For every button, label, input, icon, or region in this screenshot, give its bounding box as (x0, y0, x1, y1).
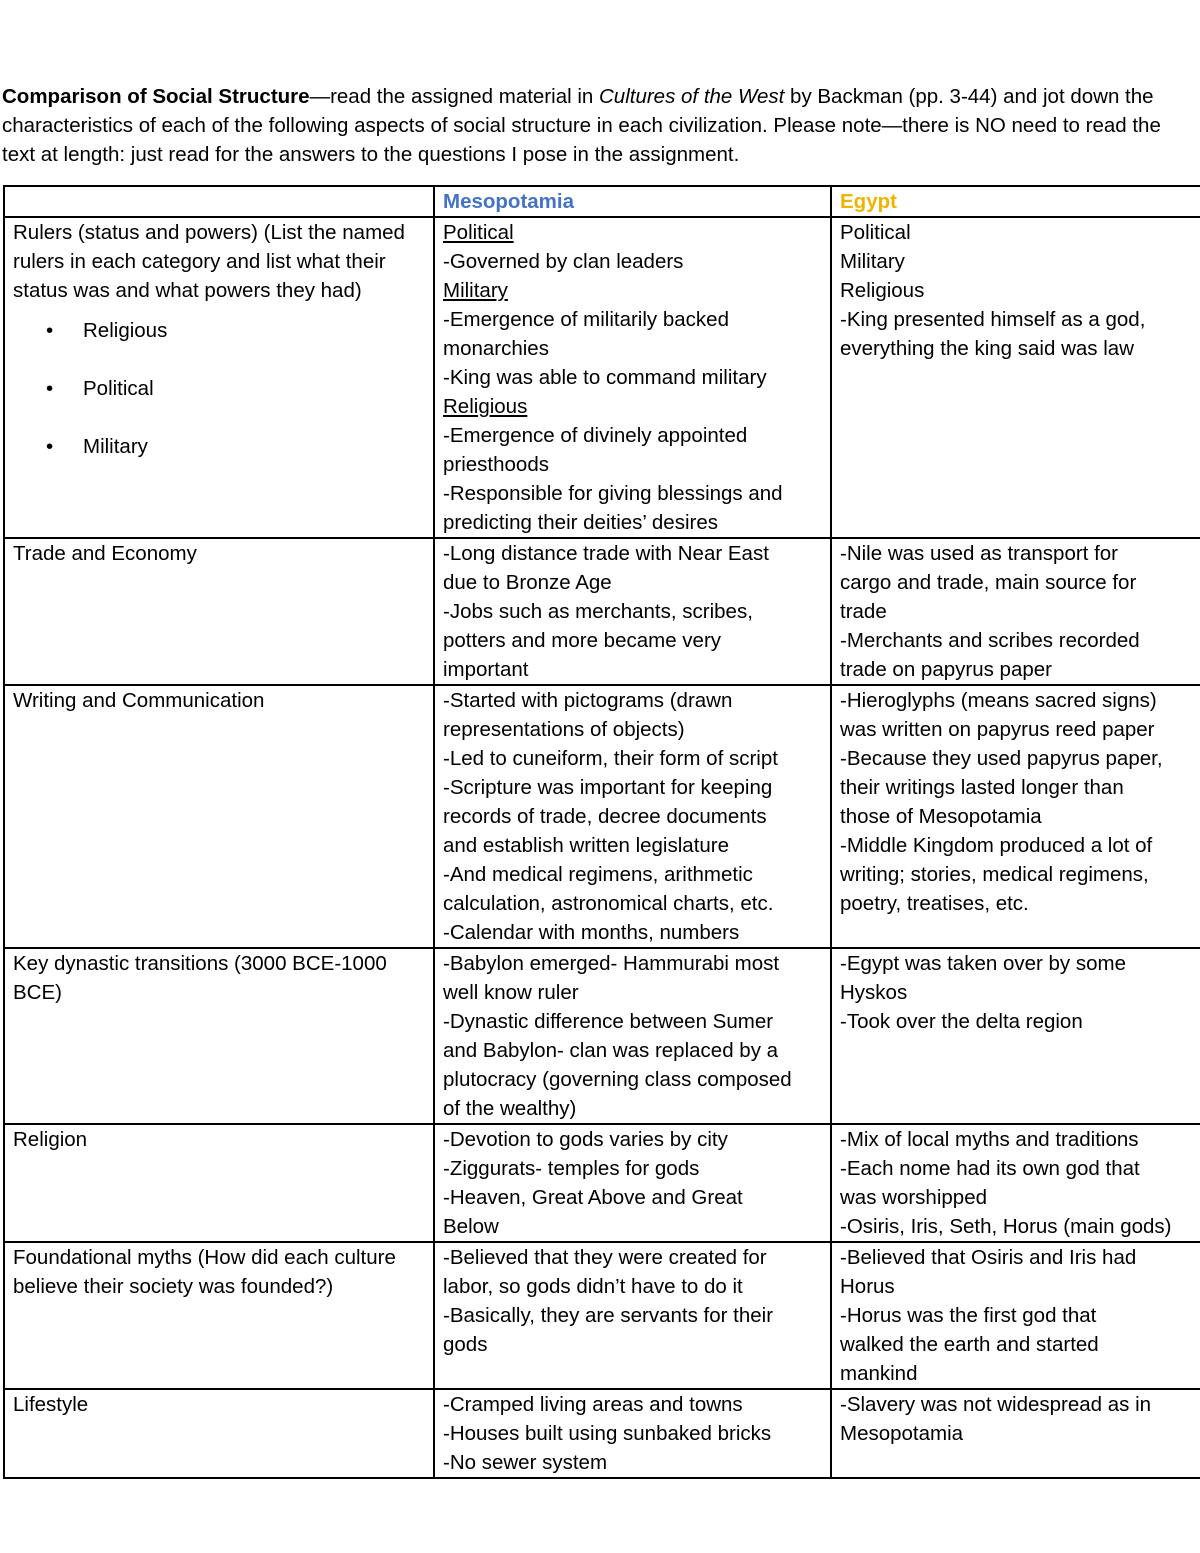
cell-line: -Egypt was taken over by some (840, 952, 1126, 975)
cell-line: -Believed that they were created for (443, 1246, 767, 1269)
cell-line: -Each nome had its own god that (840, 1157, 1140, 1180)
writing-label: Writing and Communication (13, 689, 265, 712)
row-trade (4, 538, 1200, 685)
cell-line: and Babylon- clan was replaced by a (443, 1039, 779, 1062)
cell-line: -Babylon emerged- Hammurabi most (443, 952, 780, 975)
intro-paragraph (2, 82, 1198, 169)
cell-line: -Jobs such as merchants, scribes, (443, 600, 753, 623)
subheading-religious: Religious (443, 395, 528, 418)
trade-label: Trade and Economy (13, 542, 197, 565)
cell-line: -Heaven, Great Above and Great (443, 1186, 743, 1209)
cell-line: potters and more became very (443, 629, 722, 652)
intro-book-title: Cultures of the West (599, 85, 785, 108)
religion-egypt-cell (831, 1124, 1200, 1242)
cell-line: -Emergence of divinely appointed (443, 424, 748, 447)
cell-line: -Took over the delta region (840, 1010, 1083, 1033)
intro-text-1: —read the assigned material in (309, 85, 599, 108)
row-religion (4, 1124, 1200, 1242)
cell-line: -Horus was the first god that (840, 1304, 1097, 1327)
cell-line: -Nile was used as transport for (840, 542, 1119, 565)
rulers-label-line: Rulers (status and powers) (List the named (13, 221, 405, 244)
writing-meso-cell (434, 685, 831, 948)
cell-line: -Scripture was important for keeping (443, 776, 773, 799)
lifestyle-egypt-cell (831, 1389, 1200, 1478)
header-blank-cell (4, 186, 434, 217)
cell-line: labor, so gods didn’t have to do it (443, 1275, 743, 1298)
comparison-table (3, 185, 1200, 1479)
cell-line: -And medical regimens, arithmetic (443, 863, 753, 886)
cell-line: -Emergence of militarily backed (443, 308, 729, 331)
rulers-bullet-list (13, 316, 425, 461)
cell-line: -Started with pictograms (drawn (443, 689, 733, 712)
bullet-icon: • (46, 435, 54, 458)
cell-line: -Osiris, Iris, Seth, Horus (main gods) (840, 1215, 1172, 1238)
cell-line: of the wealthy) (443, 1097, 577, 1120)
bullet-label: Political (83, 377, 154, 400)
subheading-political: Political (443, 221, 514, 244)
cell-line: -Believed that Osiris and Iris had (840, 1246, 1137, 1269)
cell-line: -No sewer system (443, 1451, 608, 1474)
religion-label-cell (4, 1124, 434, 1242)
cell-line: -Long distance trade with Near East (443, 542, 769, 565)
myths-label-line: believe their society was founded?) (13, 1275, 334, 1298)
cell-line: Hyskos (840, 981, 908, 1004)
cell-line: records of trade, decree documents (443, 805, 767, 828)
cell-line: Military (840, 250, 905, 273)
cell-line: -Governed by clan leaders (443, 250, 684, 273)
cell-line: -Slavery was not widespread as in (840, 1393, 1152, 1416)
cell-line: representations of objects) (443, 718, 685, 741)
rulers-meso-cell (434, 217, 831, 538)
cell-line: -Hieroglyphs (means sacred signs) (840, 689, 1157, 712)
cell-line: -Calendar with months, numbers (443, 921, 740, 944)
cell-line: -King presented himself as a god, (840, 308, 1146, 331)
cell-line: -Cramped living areas and towns (443, 1393, 743, 1416)
header-egypt: Egypt (831, 186, 1200, 217)
trade-meso-cell (434, 538, 831, 685)
row-rulers (4, 217, 1200, 538)
religion-meso-cell (434, 1124, 831, 1242)
lifestyle-label-cell (4, 1389, 434, 1478)
myths-meso-cell (434, 1242, 831, 1389)
cell-line: -Basically, they are servants for their (443, 1304, 774, 1327)
cell-line: -Responsible for giving blessings and (443, 482, 783, 505)
rulers-label-line: rulers in each category and list what their (13, 250, 386, 273)
header-mesopotamia: Mesopotamia (434, 186, 831, 217)
cell-line: monarchies (443, 337, 549, 360)
cell-line: gods (443, 1333, 488, 1356)
cell-line: Political (840, 221, 911, 244)
cell-line: mankind (840, 1362, 918, 1385)
cell-line: -Led to cuneiform, their form of script (443, 747, 778, 770)
cell-line: and establish written legislature (443, 834, 730, 857)
cell-line: walked the earth and started (840, 1333, 1099, 1356)
cell-line: -Middle Kingdom produced a lot of (840, 834, 1153, 857)
rulers-label-line: status was and what powers they had) (13, 279, 362, 302)
writing-label-cell (4, 685, 434, 948)
cell-line: important (443, 658, 529, 681)
bullet-item-military (13, 432, 425, 461)
cell-line: Below (443, 1215, 499, 1238)
subheading-military: Military (443, 279, 508, 302)
cell-line: predicting their deities’ desires (443, 511, 718, 534)
cell-line: plutocracy (governing class composed (443, 1068, 792, 1091)
bullet-item-religious (13, 316, 425, 345)
intro-text-2: by Backman (pp. 3-44) and jot down the characteristics of each of the following aspects of social structure in each civilization. Please note—there is NO need to read the text at length: just read for the answers to the questions I pose in the assignment. (2, 85, 1161, 166)
cell-line: calculation, astronomical charts, etc. (443, 892, 774, 915)
dynastic-label-line: BCE) (13, 981, 62, 1004)
cell-line: due to Bronze Age (443, 571, 612, 594)
dynastic-label-cell (4, 948, 434, 1124)
cell-line: -Dynastic difference between Sumer (443, 1010, 774, 1033)
cell-line: well know ruler (443, 981, 579, 1004)
bullet-icon: • (46, 319, 54, 342)
cell-line: -Ziggurats- temples for gods (443, 1157, 700, 1180)
row-myths (4, 1242, 1200, 1389)
lifestyle-meso-cell (434, 1389, 831, 1478)
dynastic-egypt-cell (831, 948, 1200, 1124)
cell-line: Religious (840, 279, 925, 302)
bullet-icon: • (46, 377, 54, 400)
cell-line: -Houses built using sunbaked bricks (443, 1422, 772, 1445)
trade-label-cell (4, 538, 434, 685)
bullet-item-political (13, 374, 425, 403)
dynastic-meso-cell (434, 948, 831, 1124)
cell-line: priesthoods (443, 453, 549, 476)
intro-bold-lead: Comparison of Social Structure (2, 85, 310, 108)
bullet-label: Military (83, 435, 148, 458)
row-writing (4, 685, 1200, 948)
row-lifestyle (4, 1389, 1200, 1478)
dynastic-label-line: Key dynastic transitions (3000 BCE-1000 (13, 952, 387, 975)
cell-line: was worshipped (840, 1186, 987, 1209)
cell-line: those of Mesopotamia (840, 805, 1042, 828)
cell-line: -Because they used papyrus paper, (840, 747, 1163, 770)
religion-label: Religion (13, 1128, 88, 1151)
cell-line: writing; stories, medical regimens, (840, 863, 1149, 886)
myths-label-line: Foundational myths (How did each culture (13, 1246, 396, 1269)
cell-line: was written on papyrus reed paper (840, 718, 1155, 741)
cell-line: Horus (840, 1275, 895, 1298)
cell-line: their writings lasted longer than (840, 776, 1124, 799)
cell-line: Mesopotamia (840, 1422, 964, 1445)
cell-line: trade (840, 600, 887, 623)
cell-line: trade on papyrus paper (840, 658, 1052, 681)
cell-line: -Devotion to gods varies by city (443, 1128, 728, 1151)
myths-egypt-cell (831, 1242, 1200, 1389)
writing-egypt-cell (831, 685, 1200, 948)
cell-line: -King was able to command military (443, 366, 767, 389)
lifestyle-label: Lifestyle (13, 1393, 89, 1416)
cell-line: everything the king said was law (840, 337, 1134, 360)
header-row (4, 186, 1200, 217)
cell-line: cargo and trade, main source for (840, 571, 1137, 594)
bullet-label: Religious (83, 319, 168, 342)
myths-label-cell (4, 1242, 434, 1389)
rulers-label-cell (4, 217, 434, 538)
cell-line: -Merchants and scribes recorded (840, 629, 1140, 652)
trade-egypt-cell (831, 538, 1200, 685)
cell-line: poetry, treatises, etc. (840, 892, 1029, 915)
cell-line: -Mix of local myths and traditions (840, 1128, 1139, 1151)
row-dynastic (4, 948, 1200, 1124)
rulers-egypt-cell (831, 217, 1200, 538)
